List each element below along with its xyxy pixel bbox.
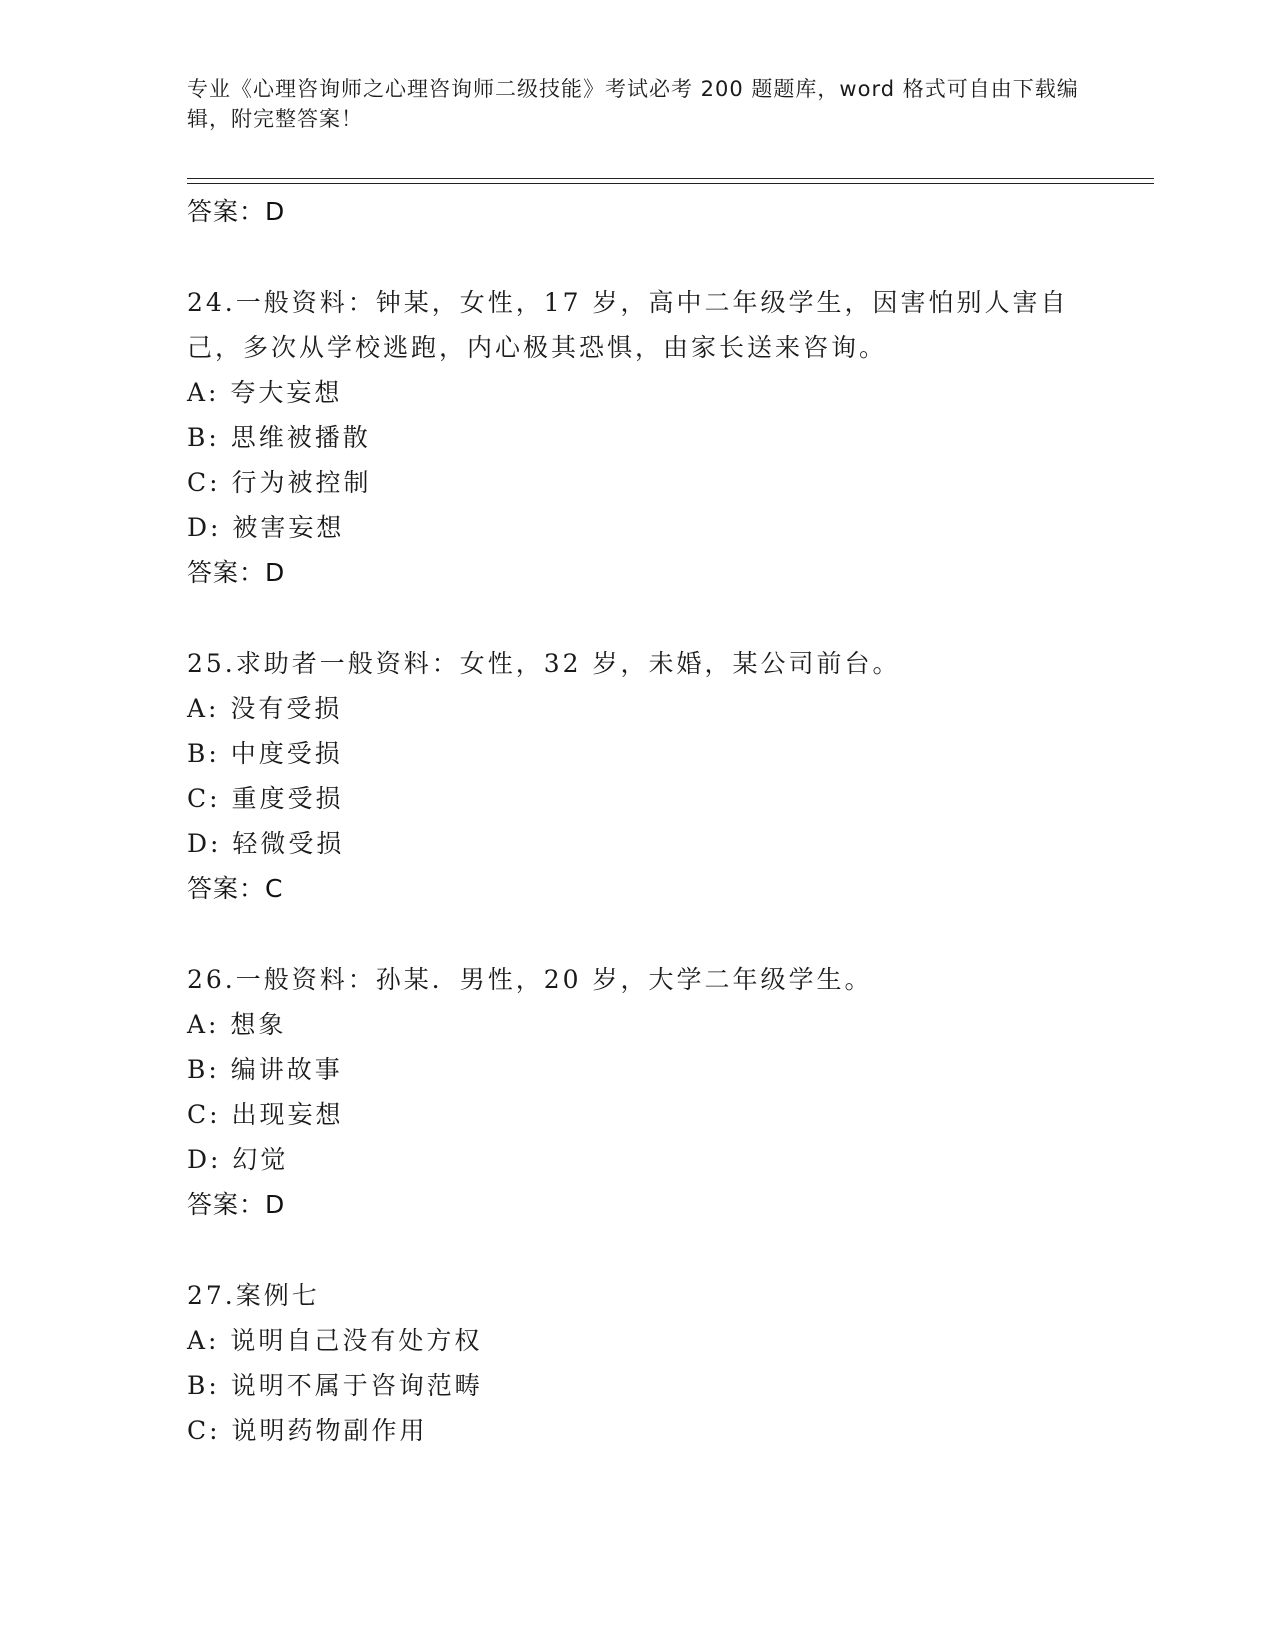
question-item	[187, 1273, 1087, 1453]
answer-line: 答案：D	[187, 197, 286, 226]
option-c: C: 行为被控制	[187, 468, 372, 497]
spacer	[187, 1227, 1087, 1273]
question-list	[187, 189, 1087, 1453]
question-stem: 27.案例七	[187, 1281, 320, 1310]
question-stem: 26.一般资料：孙某．男性，20 岁，大学二年级学生。	[187, 965, 873, 994]
option-b: B: 编讲故事	[187, 1055, 343, 1084]
option-b: B: 中度受损	[187, 739, 343, 768]
option-a: A: 想象	[187, 1010, 287, 1039]
option-d: D: 轻微受损	[187, 829, 345, 858]
answer-line: 答案：D	[187, 1190, 286, 1219]
option-b: B: 思维被播散	[187, 423, 371, 452]
option-a: A: 说明自己没有处方权	[187, 1326, 483, 1355]
answer-line: 答案：C	[187, 874, 284, 903]
question-item	[187, 641, 1087, 911]
option-c: C: 重度受损	[187, 784, 344, 813]
question-item	[187, 280, 1087, 595]
option-d: D: 幻觉	[187, 1145, 289, 1174]
option-b: B: 说明不属于咨询范畴	[187, 1371, 483, 1400]
answer-line: 答案：D	[187, 558, 286, 587]
option-c: C: 出现妄想	[187, 1100, 344, 1129]
spacer	[187, 911, 1087, 957]
option-d: D: 被害妄想	[187, 513, 345, 542]
question-item	[187, 957, 1087, 1227]
question-stem: 25.求助者一般资料：女性，32 岁，未婚，某公司前台。	[187, 649, 901, 678]
document-header: 专业《心理咨询师之心理咨询师二级技能》考试必考 200 题题库，word 格式可自由下载编辑，附完整答案！	[187, 77, 1079, 131]
spacer	[187, 595, 1087, 641]
header-divider-top	[187, 178, 1154, 179]
option-a: A: 没有受损	[187, 694, 343, 723]
spacer	[187, 234, 1087, 280]
option-a: A: 夸大妄想	[187, 378, 343, 407]
option-c: C: 说明药物副作用	[187, 1416, 428, 1445]
header-divider-bottom	[187, 183, 1154, 184]
question-stem: 24.一般资料：钟某，女性，17 岁，高中二年级学生，因害怕别人害自己，多次从学校逃跑，内心极其恐惧，由家长送来咨询。	[187, 288, 1069, 362]
